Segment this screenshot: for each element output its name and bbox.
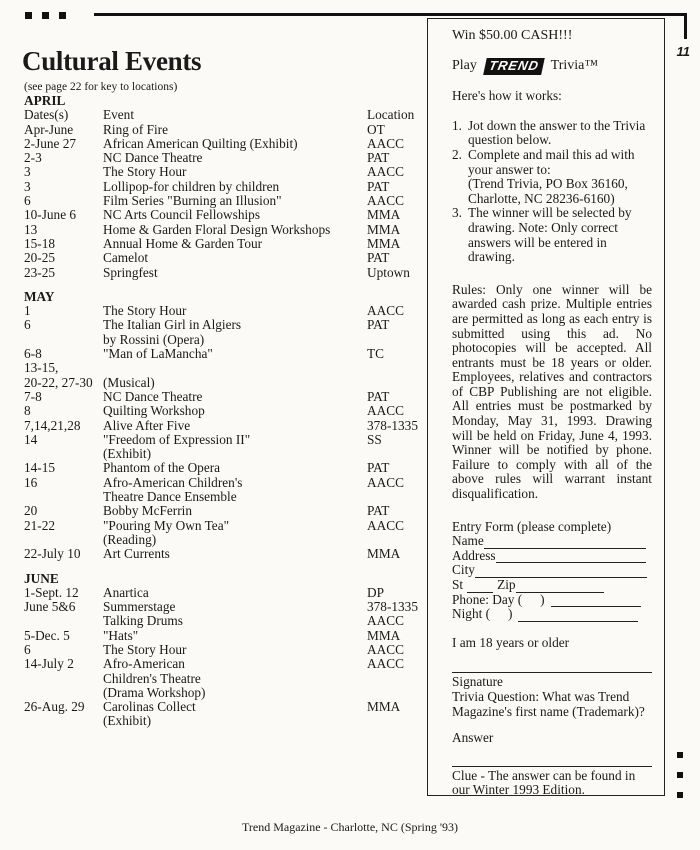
event-row (24, 304, 424, 318)
corner-mark (25, 12, 32, 19)
mailing-address-1: (Trend Trivia, PO Box 36160, (468, 176, 628, 192)
event-date: 6 (24, 318, 31, 333)
event-row (24, 165, 424, 179)
contest-headline: Win $50.00 CASH!!! (452, 28, 573, 43)
side-mark (677, 772, 683, 778)
event-row (24, 347, 424, 361)
event-date: 8 (24, 404, 31, 419)
event-location: AACC (367, 164, 404, 180)
phone-day-field[interactable] (551, 594, 641, 607)
event-location: TC (367, 346, 384, 362)
event-row (24, 600, 424, 614)
event-location: MMA (367, 627, 401, 643)
event-row (24, 137, 424, 151)
event-name: Camelot (103, 251, 149, 266)
event-row (24, 629, 424, 643)
event-row (24, 490, 424, 504)
event-name: The Italian Girl in Algiers (103, 318, 242, 333)
event-date (24, 672, 103, 686)
side-mark (677, 792, 683, 798)
top-rule-end (684, 13, 687, 39)
event-date: 6 (24, 194, 31, 209)
event-name: (Reading) (103, 532, 157, 547)
contest-rules: Rules: Only one winner will be awarded cash prize. Multiple entries are permitted as long as each entry is submitted using this ad. No photocopies will be accepted. All entrants must be 18 years or older. Employees, relatives and contractors of CBP Publishing are not eligible. All entries must be postmarked by Monday, May 31, 1993. Drawing will be held on Friday, June 4, 1993. Winner will be notified by phone. Failure to comply with all of the above rules will warrant instant disqualification. (452, 281, 652, 502)
state-field[interactable] (467, 580, 493, 593)
trivia-question: Trivia Question: What was Trend Magazine's first name (Trademark)? (452, 688, 645, 719)
event-name: NC Dance Theatre (103, 151, 203, 166)
events-listing (24, 94, 424, 729)
event-row (24, 237, 424, 251)
event-row (24, 223, 424, 237)
event-row (24, 123, 424, 137)
event-row (24, 447, 424, 461)
event-row (24, 419, 424, 433)
event-date: 16 (24, 475, 38, 490)
event-name: Afro-American Children's (103, 475, 243, 490)
event-name: Theatre Dance Ensemble (103, 490, 237, 505)
event-date (24, 447, 103, 461)
month-heading: APRIL (24, 93, 66, 108)
event-location: AACC (367, 613, 404, 629)
answer-field[interactable] (452, 754, 652, 767)
event-name: Annual Home & Garden Tour (103, 236, 263, 251)
event-row (24, 361, 424, 375)
event-row (24, 390, 424, 404)
event-row (24, 643, 424, 657)
event-name: Art Currents (103, 547, 170, 562)
trivia-contest-box (427, 18, 665, 796)
page-title: Cultural Events (22, 46, 202, 76)
answer-label: Answer (452, 730, 494, 746)
event-location: AACC (367, 641, 404, 657)
event-name: NC Dance Theatre (103, 389, 203, 404)
step-item: 2. Complete and mail this ad with your answer to: (Trend Trivia, PO Box 36160, Charlotte, NC 28236-6160) (452, 146, 635, 206)
event-date: 3 (24, 165, 31, 180)
event-location: DP (367, 584, 384, 600)
top-rule (94, 13, 686, 16)
header-event: Event (103, 108, 135, 123)
phone-day-row: Phone: Day ( ) (452, 593, 652, 608)
event-name: Springfest (103, 265, 158, 280)
event-row (24, 376, 424, 390)
event-date: 15-18 (24, 236, 56, 251)
event-date (24, 614, 103, 628)
name-field[interactable] (484, 536, 646, 549)
event-date: 2-3 (24, 151, 42, 166)
event-date: 3 (24, 179, 31, 194)
contest-play-line (452, 58, 652, 75)
signature-label: Signature (452, 674, 503, 690)
corner-mark (59, 12, 66, 19)
event-row (24, 614, 424, 628)
page-number: 11 (676, 44, 690, 59)
event-date (24, 686, 103, 700)
event-date: 6-8 (24, 347, 42, 362)
event-date: Apr-June (24, 122, 74, 137)
event-name: Afro-American (103, 657, 185, 672)
event-row (24, 519, 424, 533)
event-date: 20-25 (24, 251, 56, 266)
event-location: 378-1335 (367, 599, 418, 615)
contest-steps (452, 119, 652, 265)
event-name: The Story Hour (103, 642, 187, 657)
event-row (24, 686, 424, 700)
event-location: PAT (367, 388, 390, 404)
event-location: AACC (367, 303, 404, 319)
event-row (24, 194, 424, 208)
event-name: Alive After Five (103, 418, 191, 433)
event-location: OT (367, 121, 385, 137)
event-location: MMA (367, 546, 401, 562)
entry-form-title: Entry Form (please complete) (452, 518, 612, 534)
event-row (24, 476, 424, 490)
trivia-clue: Clue - The answer can be found in our Winter 1993 Edition. (452, 767, 636, 798)
event-name: Talking Drums (103, 614, 183, 629)
event-location: MMA (367, 235, 401, 251)
event-date: 13-15, (24, 361, 59, 376)
event-row (24, 714, 424, 728)
event-date: 14-July 2 (24, 657, 74, 672)
event-name: The Story Hour (103, 165, 187, 180)
event-name: Home & Garden Floral Design Workshops (103, 222, 331, 237)
phone-night-field[interactable] (518, 609, 638, 622)
event-location: AACC (367, 656, 404, 672)
event-location: MMA (367, 221, 401, 237)
event-row (24, 251, 424, 265)
event-date: 22-July 10 (24, 547, 81, 562)
signature-field[interactable] (452, 660, 652, 673)
event-name (103, 361, 367, 375)
event-row (24, 266, 424, 280)
step-item: 3. The winner will be selected by drawing. Note: Only correct answers will be entered in drawing. (452, 205, 632, 265)
event-location: AACC (367, 135, 404, 151)
event-location: Uptown (367, 264, 410, 280)
event-date: 7-8 (24, 389, 42, 404)
event-name: Summerstage (103, 600, 176, 615)
event-date: 26-Aug. 29 (24, 700, 85, 715)
event-name: (Exhibit) (103, 447, 152, 462)
event-name: NC Arts Council Fellowships (103, 208, 260, 223)
event-name: by Rossini (Opera) (103, 332, 205, 347)
event-date: 13 (24, 222, 38, 237)
corner-mark (42, 12, 49, 19)
event-row (24, 700, 424, 714)
event-row (24, 333, 424, 347)
event-date: 5-Dec. 5 (24, 628, 70, 643)
event-name: Lollipop-for children by children (103, 179, 280, 194)
event-date: 14-15 (24, 461, 56, 476)
event-date: 20-22, 27-30 (24, 375, 93, 390)
event-location: PAT (367, 460, 390, 476)
name-row: Name (452, 534, 652, 549)
event-name: Film Series "Burning an Illusion" (103, 194, 282, 209)
event-location: AACC (367, 403, 404, 419)
event-row (24, 208, 424, 222)
event-row (24, 433, 424, 447)
event-location: SS (367, 431, 382, 447)
address-field[interactable] (496, 550, 646, 563)
event-row (24, 180, 424, 194)
event-location: PAT (367, 503, 390, 519)
month-gap (24, 280, 424, 290)
event-date (24, 333, 103, 347)
month-heading: MAY (24, 288, 55, 304)
event-name: Bobby McFerrin (103, 504, 193, 519)
event-location: PAT (367, 150, 390, 166)
event-location: PAT (367, 250, 390, 266)
event-name: (Exhibit) (103, 714, 152, 729)
event-date: 10-June 6 (24, 208, 77, 223)
state-zip-row: St Zip (452, 578, 652, 593)
event-location: MMA (367, 207, 401, 223)
event-location: PAT (367, 317, 390, 333)
event-name: "Man of LaMancha" (103, 347, 213, 362)
event-name: "Pouring My Own Tea" (103, 518, 230, 533)
event-location: MMA (367, 699, 401, 715)
event-date (24, 533, 103, 547)
event-name: "Freedom of Expression II" (103, 432, 251, 447)
event-name: Quilting Workshop (103, 404, 205, 419)
header-location: Location (367, 107, 415, 123)
age-statement: I am 18 years or older (452, 634, 570, 650)
header-dates: Dates(s) (24, 108, 69, 123)
event-date: June 5&6 (24, 600, 76, 615)
event-name: The Story Hour (103, 304, 187, 319)
month-heading: JUNE (24, 570, 59, 586)
event-name: (Drama Workshop) (103, 685, 206, 700)
event-name: African American Quilting (Exhibit) (103, 136, 298, 151)
trend-logo: TREND (483, 58, 544, 75)
event-row (24, 504, 424, 518)
page-footer: Trend Magazine - Charlotte, NC (Spring '93) (241, 820, 459, 834)
event-row (24, 318, 424, 332)
event-date: 6 (24, 642, 31, 657)
page-subtitle: (see page 22 for key to locations) (24, 81, 178, 93)
event-row (24, 461, 424, 475)
event-date (24, 714, 103, 728)
month-gap (24, 562, 424, 572)
event-location: AACC (367, 474, 404, 490)
event-name: Ring of Fire (103, 122, 169, 137)
trivia-text: Trivia™ (550, 57, 599, 73)
address-row: Address (452, 549, 652, 564)
event-date: 20 (24, 504, 38, 519)
event-row (24, 657, 424, 671)
event-row (24, 586, 424, 600)
event-date: 23-25 (24, 265, 56, 280)
event-row (24, 404, 424, 418)
event-row (24, 533, 424, 547)
event-date: 7,14,21,28 (24, 418, 81, 433)
mailing-address-2: Charlotte, NC 28236-6160) (468, 190, 615, 206)
event-row (24, 672, 424, 686)
event-date: 1 (24, 304, 31, 319)
event-name: Children's Theatre (103, 671, 201, 686)
event-date: 14 (24, 432, 38, 447)
event-date (24, 490, 103, 504)
play-text: Play (452, 57, 477, 73)
city-row: City (452, 563, 652, 578)
side-mark (677, 752, 683, 758)
table-header (24, 108, 424, 122)
event-date: 21-22 (24, 518, 56, 533)
zip-field[interactable] (516, 580, 604, 593)
event-location: AACC (367, 193, 404, 209)
event-date: 1-Sept. 12 (24, 585, 79, 600)
event-location: AACC (367, 517, 404, 533)
event-name: Phantom of the Opera (103, 461, 221, 476)
event-name: Anartica (103, 585, 149, 600)
event-name: Carolinas Collect (103, 700, 196, 715)
event-name: "Hats" (103, 628, 139, 643)
step-item: 1. Jot down the answer to the Trivia question below. (452, 117, 646, 148)
how-it-works: Here's how it works: (452, 88, 562, 104)
event-location: PAT (367, 178, 390, 194)
phone-night-row: Night ( ) (452, 607, 652, 622)
event-location: 378-1335 (367, 417, 418, 433)
event-row (24, 151, 424, 165)
event-date: 2-June 27 (24, 136, 77, 151)
event-row (24, 547, 424, 561)
event-name: (Musical) (103, 375, 155, 390)
